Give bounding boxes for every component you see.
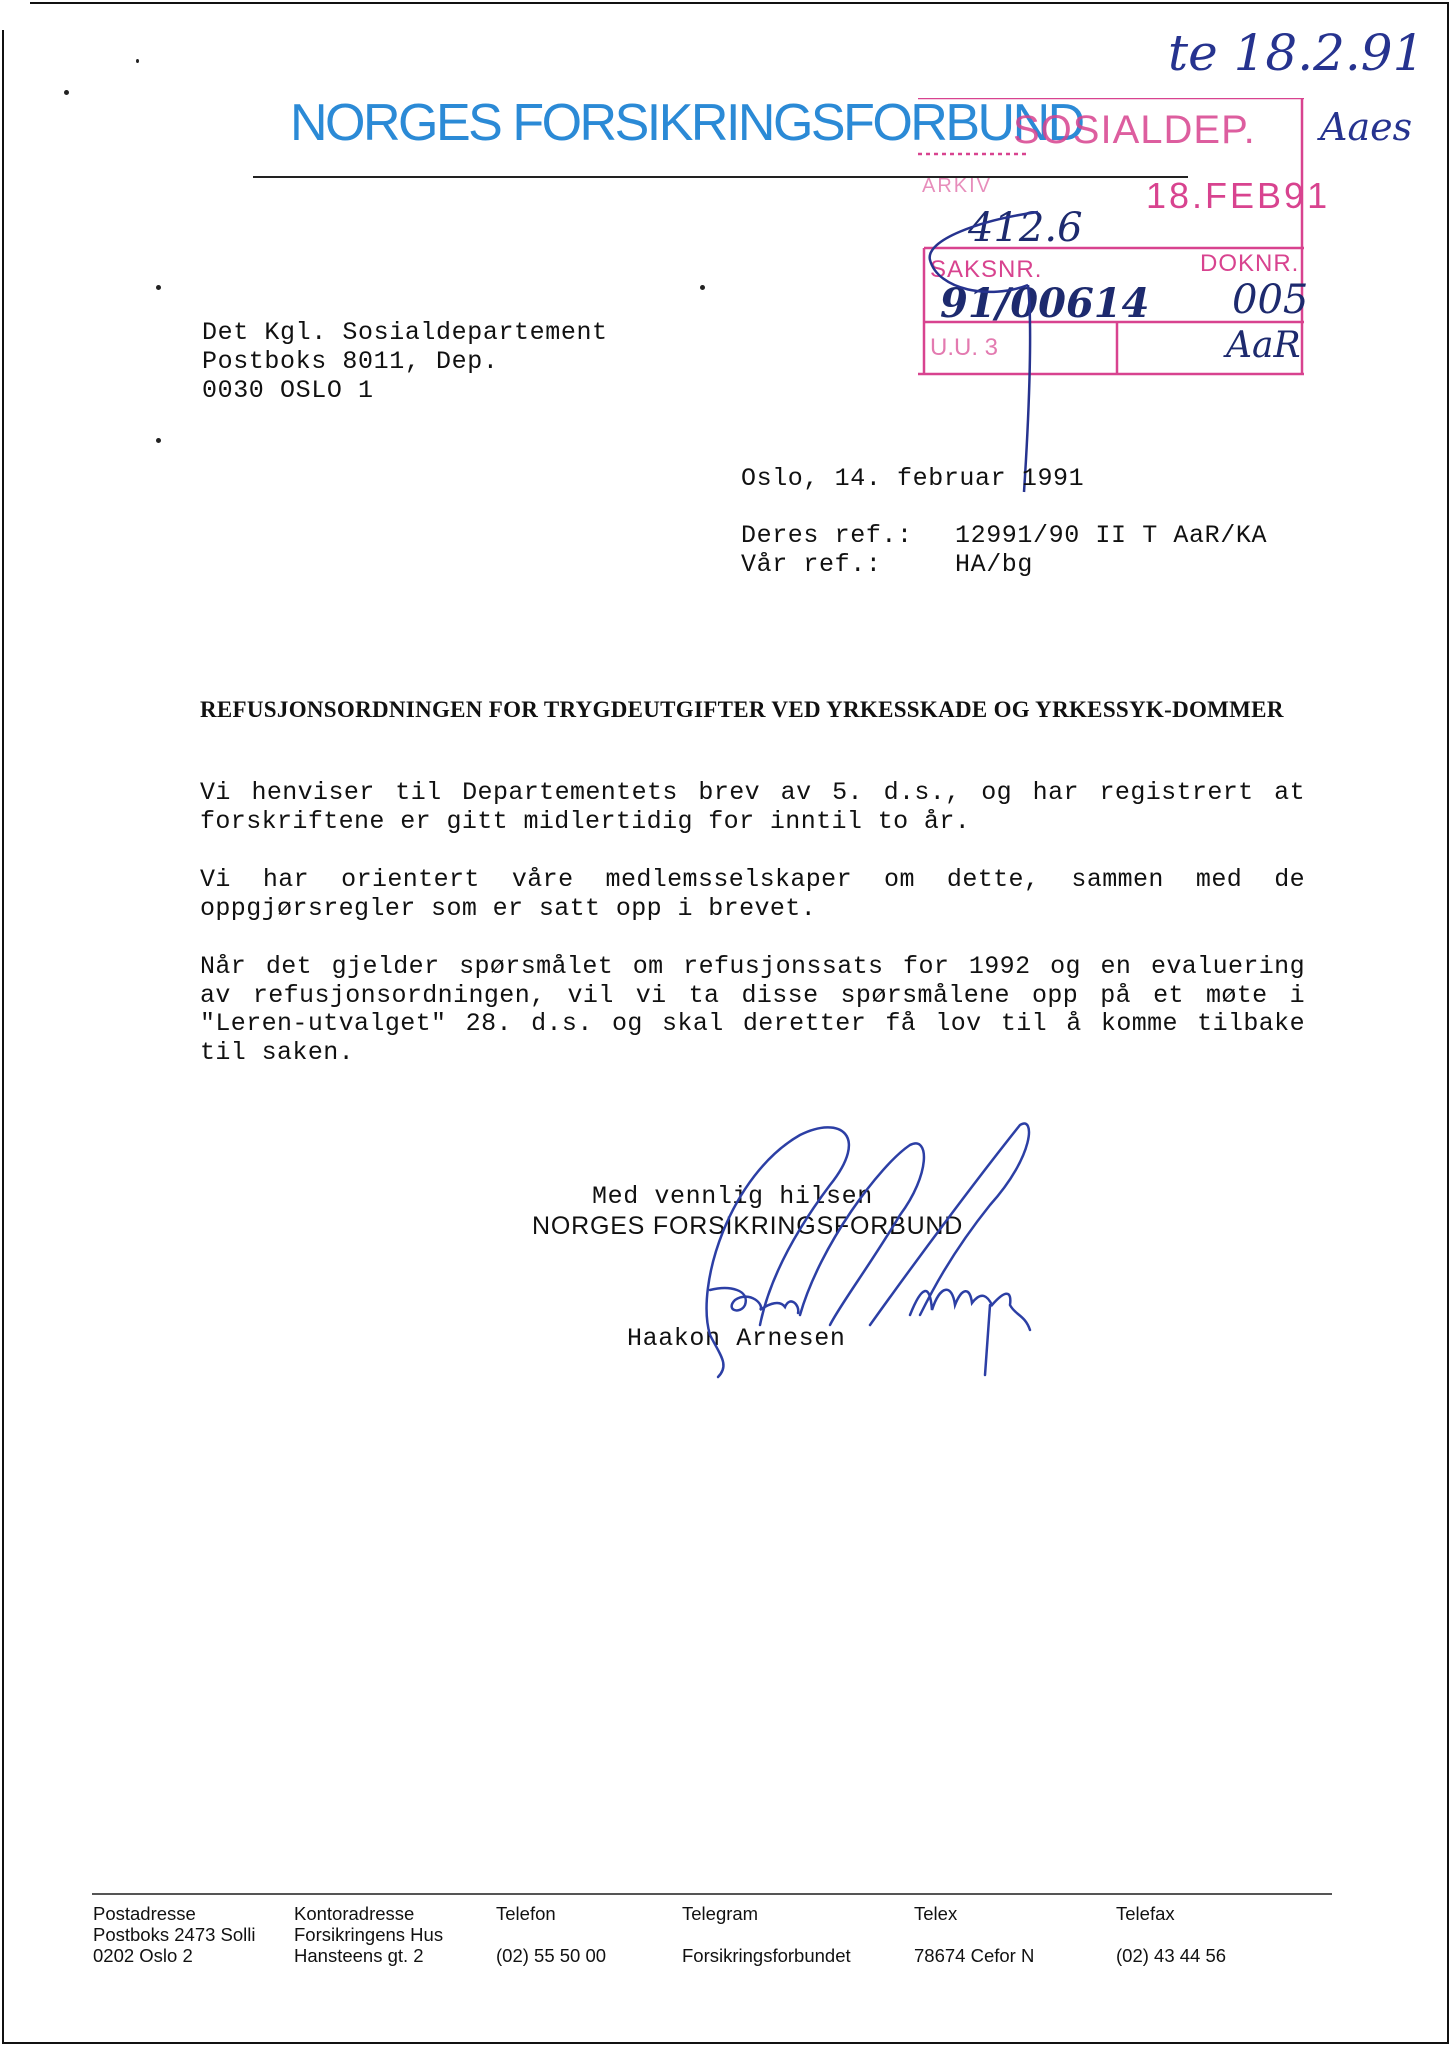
handwritten-initials: AaR xyxy=(1226,325,1301,366)
footer-rule xyxy=(92,1893,1332,1895)
stamp-arkiv-label: ARKIV xyxy=(922,175,993,197)
footer-telefax xyxy=(1116,1903,1226,1966)
footer-telefon xyxy=(496,1903,606,1966)
footer-kontoradresse xyxy=(294,1903,443,1966)
stamp-bottom-code: U.U. 3 xyxy=(930,334,999,361)
body-paragraph-3: Når det gjelder spørsmålet om refusjonssats for 1992 og en evaluering av refusjonsordningen, vil vi ta disse spørsmålene opp på et møte i "Leren-utvalget" 28. d.s. og skal deretter få lov til å komme tilbake til saken. xyxy=(200,952,1305,1067)
handwritten-arkiv-code: 412.6 xyxy=(968,205,1083,251)
footer-value: Forsikringsforbundet xyxy=(682,1945,851,1966)
footer-value: (02) 43 44 56 xyxy=(1116,1945,1227,1966)
handwritten-doknr: 005 xyxy=(1232,277,1309,323)
recipient-line-1: Det Kgl. Sosialdepartement xyxy=(202,318,608,347)
footer-value: Forsikringens Hus xyxy=(294,1924,444,1945)
our-ref-value: HA/bg xyxy=(955,550,1034,579)
closing-greeting: Med vennlig hilsen xyxy=(592,1182,873,1211)
body-paragraph-2: Vi har orientert våre medlemsselskaper om dette, sammen med de oppgjørsregler som er satt opp i brevet. xyxy=(200,865,1305,923)
letterhead-org-name: NORGES FORSIKRINGSFORBUND xyxy=(290,94,1083,152)
footer-value: (02) 55 50 00 xyxy=(496,1945,607,1966)
margin-dot xyxy=(136,59,139,63)
footer-label: Telefon xyxy=(496,1903,556,1924)
footer-label: Kontoradresse xyxy=(294,1903,415,1924)
body-paragraph-1: Vi henviser til Departementets brev av 5. d.s., og har registrert at forskriftene er gitt midlertidig for inntil to år. xyxy=(200,778,1305,836)
subject-heading: REFUSJONSORDNINGEN FOR TRYGDEUTGIFTER VED YRKESSKADE OG YRKESSYK-DOMMER xyxy=(200,697,1284,722)
footer-label: Postadresse xyxy=(93,1903,196,1924)
footer-spacer xyxy=(496,1924,606,1945)
footer-label: Telefax xyxy=(1116,1903,1175,1924)
margin-dot xyxy=(156,285,161,290)
footer-postadresse xyxy=(93,1903,256,1966)
handwritten-loop-stroke xyxy=(920,200,1140,500)
recipient-line-2: Postboks 8011, Dep. xyxy=(202,347,499,376)
footer-telex xyxy=(914,1903,1034,1966)
closing-org: NORGES FORSIKRINGSFORBUND xyxy=(532,1212,964,1240)
footer-spacer xyxy=(914,1924,1034,1945)
dateline: Oslo, 14. februar 1991 xyxy=(741,464,1085,493)
stamp-saksnr-label: SAKSNR. xyxy=(930,256,1043,283)
footer-value: 78674 Cefor N xyxy=(914,1945,1035,1966)
folded-corner xyxy=(0,0,30,30)
their-ref-label: Deres ref.: xyxy=(741,521,913,550)
footer-value: 0202 Oslo 2 xyxy=(93,1945,193,1966)
footer-label: Telegram xyxy=(682,1903,759,1924)
handwritten-saksnr: 91/00614 xyxy=(940,280,1150,327)
stamp-dept: SOSIALDEP. xyxy=(1013,108,1256,152)
margin-dot xyxy=(700,285,705,290)
their-ref-value: 12991/90 II T AaR/KA xyxy=(955,521,1268,550)
handwritten-top-right: Aaes xyxy=(1320,105,1413,149)
closing-signer: Haakon Arnesen xyxy=(627,1324,846,1353)
handwritten-top-note: te 18.2.91 xyxy=(1168,24,1425,82)
recipient-line-3: 0030 OSLO 1 xyxy=(202,376,374,405)
footer-spacer xyxy=(1116,1924,1226,1945)
footer-telegram xyxy=(682,1903,851,1966)
handwritten-signature xyxy=(690,1115,1050,1390)
stamp-doknr-label: DOKNR. xyxy=(1200,250,1300,277)
our-ref-label: Vår ref.: xyxy=(741,550,882,579)
footer-label: Telex xyxy=(914,1903,958,1924)
footer-spacer xyxy=(682,1924,851,1945)
footer-value: Postboks 2473 Solli xyxy=(93,1924,256,1945)
footer xyxy=(0,1903,1453,1973)
stamp-date: 18.FEB91 xyxy=(1146,175,1331,216)
margin-dot xyxy=(156,438,161,443)
margin-dot xyxy=(64,90,69,95)
footer-value: Hansteens gt. 2 xyxy=(294,1945,424,1966)
